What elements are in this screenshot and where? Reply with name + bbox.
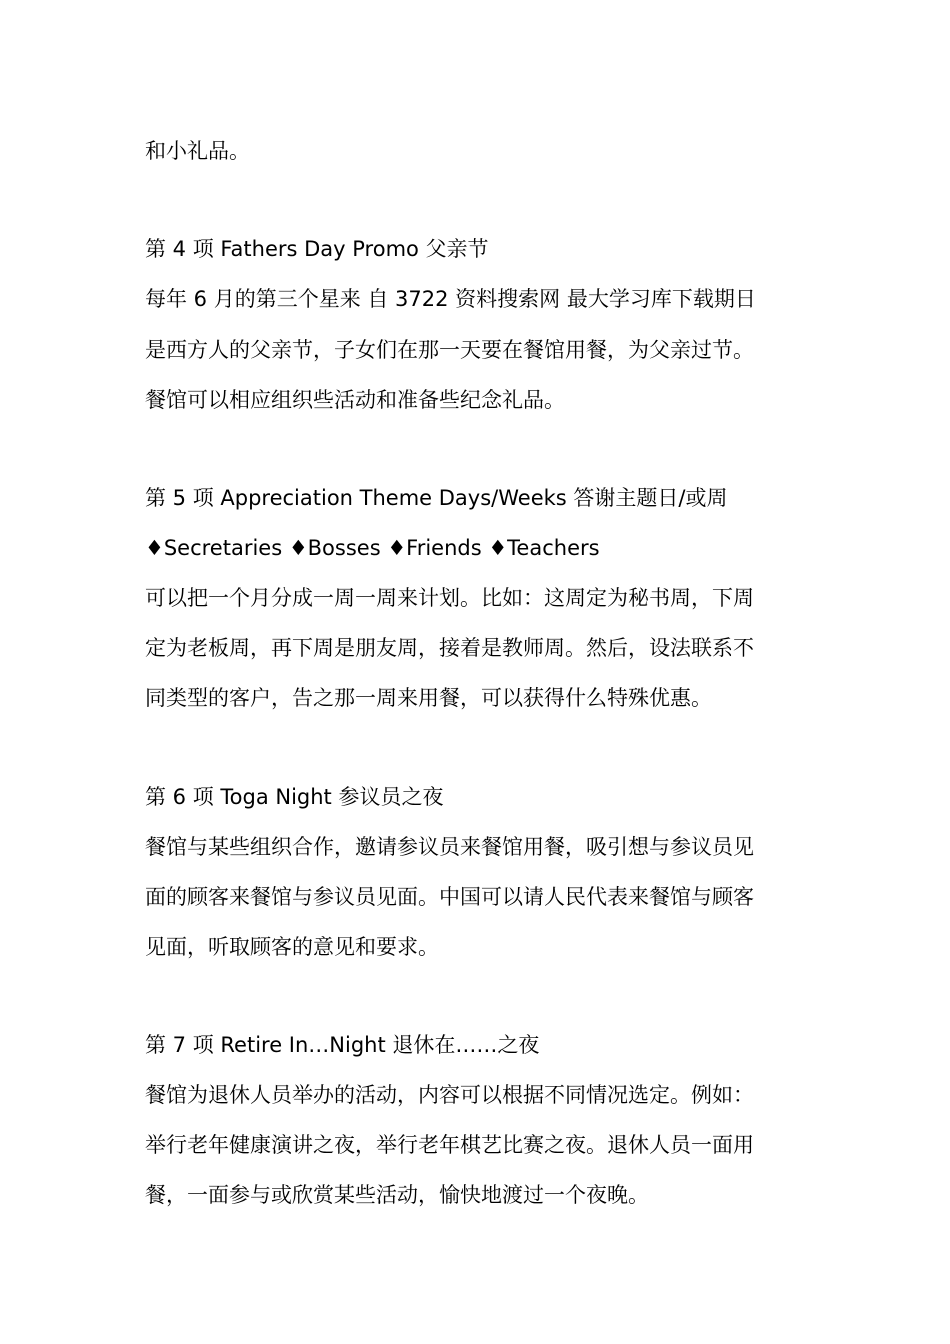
paragraph-line: 餐，一面参与或欣赏某些活动，愉快地渡过一个夜晚。	[145, 1183, 649, 1207]
section-heading: 第 6 项 Toga Night 参议员之夜	[145, 785, 444, 809]
paragraph-line: 餐馆与某些组织合作，邀请参议员来餐馆用餐，吸引想与参议员见	[145, 835, 754, 859]
paragraph-line: 举行老年健康演讲之夜，举行老年棋艺比赛之夜。退休人员一面用	[145, 1133, 754, 1157]
paragraph-line: 餐馆可以相应组织些活动和准备些纪念礼品。	[145, 388, 565, 412]
paragraph-line: 是西方人的父亲节，子女们在那一天要在餐馆用餐，为父亲过节。	[145, 338, 754, 362]
paragraph-line: 定为老板周，再下周是朋友周，接着是教师周。然后，设法联系不	[145, 636, 754, 660]
section-heading: 第 4 项 Fathers Day Promo 父亲节	[145, 237, 489, 261]
paragraph-line: 面的顾客来餐馆与参议员见面。中国可以请人民代表来餐馆与顾客	[145, 885, 754, 909]
paragraph-line: 可以把一个月分成一周一周来计划。比如：这周定为秘书周，下周	[145, 586, 754, 610]
paragraph-line: 每年 6 月的第三个星来 自 3722 资料搜索网 最大学习库下载期日	[145, 287, 756, 311]
bullet-line: ♦Secretaries ♦Bosses ♦Friends ♦Teachers	[145, 536, 600, 560]
paragraph-line: 见面，听取顾客的意见和要求。	[145, 935, 439, 959]
paragraph-line: 同类型的客户，告之那一周来用餐，可以获得什么特殊优惠。	[145, 686, 712, 710]
paragraph-line: 餐馆为退休人员举办的活动，内容可以根据不同情况选定。例如：	[145, 1083, 754, 1107]
paragraph-line: 和小礼品。	[145, 139, 250, 163]
section-heading: 第 7 项 Retire In…Night 退休在……之夜	[145, 1033, 540, 1057]
section-heading: 第 5 项 Appreciation Theme Days/Weeks 答谢主题日/或周	[145, 486, 728, 510]
